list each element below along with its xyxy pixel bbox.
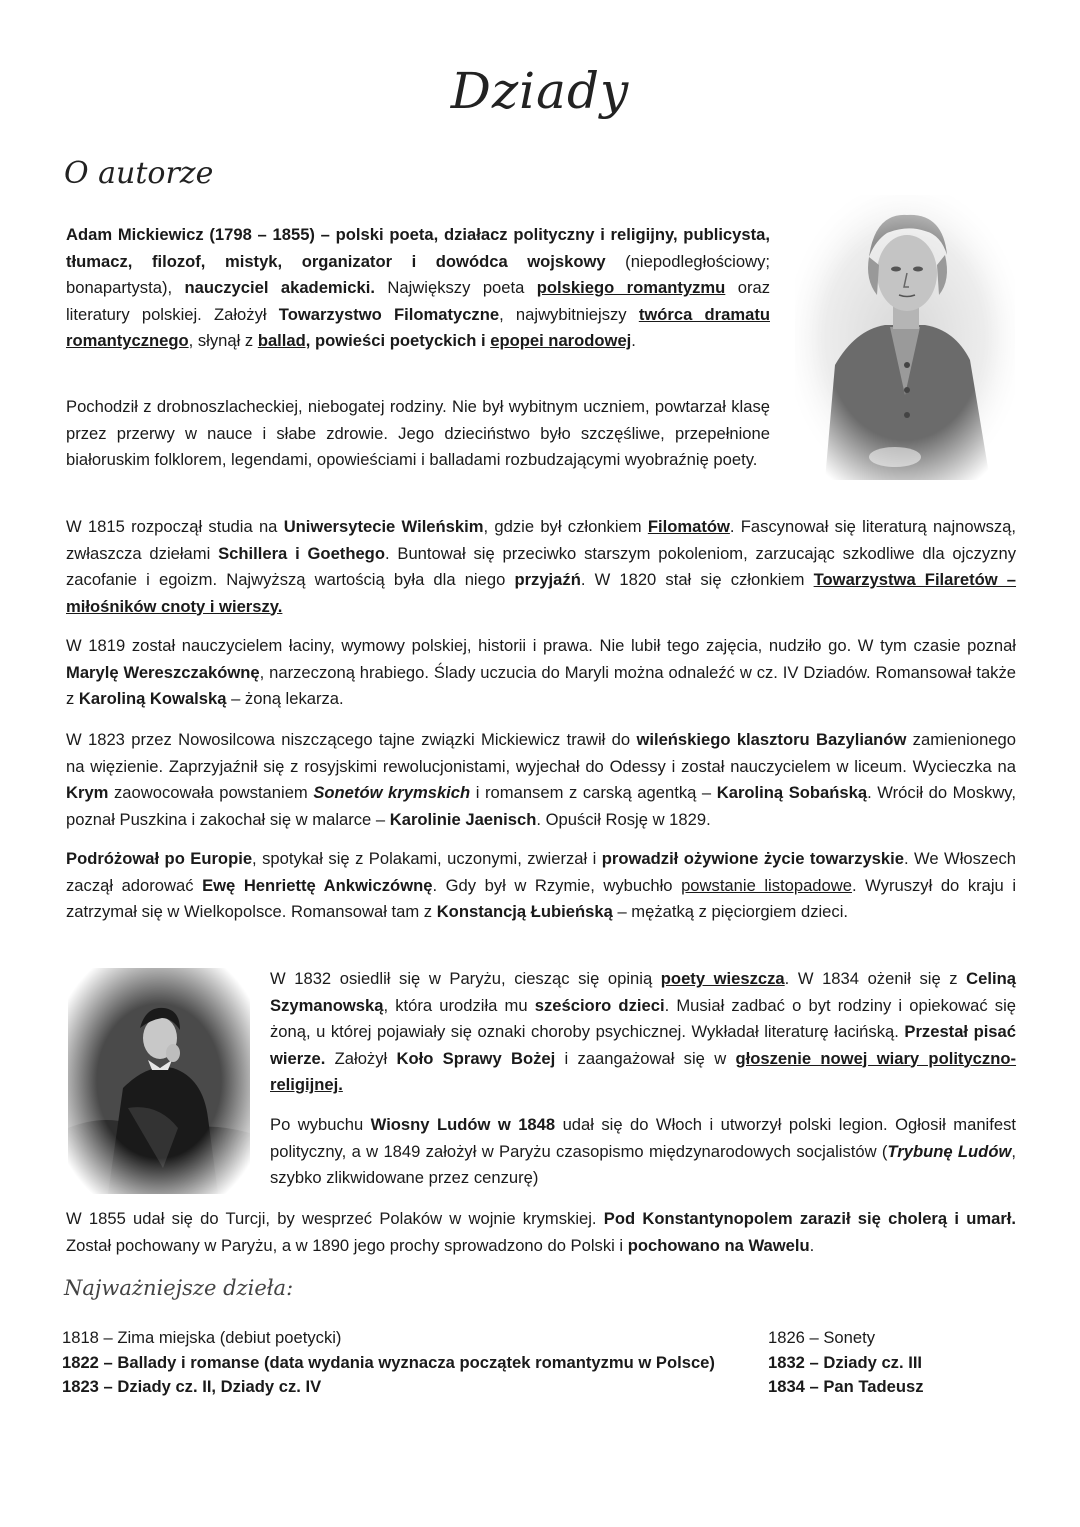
paragraph-travels: Podróżował po Europie, spotykał się z Polakami, uczonymi, zwierzał i prowadził ożywione życie towarzyskie. We Włoszech zaczął adorować Ewę Henriettę Ankwiczównę. Gdy był w Rzymie, wybuchło powstanie listopadowe. Wyruszył do kraju i zatrzymał się w Wielkopolsce. Romansował tam z Konstancją Łubieńską – mężatką z pięciorgiem dzieci. xyxy=(66,849,1017,921)
portrait-image-young xyxy=(68,968,250,1194)
paragraph-exile: W 1823 przez Nowosilcowa niszczącego tajne związki Mickiewicz trawił do wileńskiego klasztoru Bazylianów zamienionego na więzienie. Zaprzyjaźnił się z rosyjskimi rewolucjonistami, wyjechał do Odessy i został nauczycielem w liceum. Wycieczka na Krym zaowocowała powstaniem Sonetów krymskich i romansem z carską agentką – Karoliną Sobańską. Wrócił do Moskwy, poznał Puszkina i zakochał się w malarce – Karolinie Jaenisch. Opuścił Rosję w 1829. xyxy=(66,730,1017,829)
works-list-right xyxy=(768,1326,924,1400)
paragraph-spring-of-nations: Po wybuchu Wiosny Ludów w 1848 udał się do Włoch i utworzył polski legion. Ogłosił manifest polityczny, a w 1849 założył w Paryżu czasopismo międzynarodowych socjalistów (Trybunę Ludów, szybko zlikwidowane przez cenzurę) xyxy=(270,1115,1016,1187)
work-item: 1822 – Ballady i romanse (data wydania wyznacza początek romantyzmu w Polsce) xyxy=(62,1352,715,1372)
work-item: 1823 – Dziady cz. II, Dziady cz. IV xyxy=(62,1377,322,1396)
paragraph-paris: W 1832 osiedlił się w Paryżu, ciesząc się opinią poety wieszcza. W 1834 ożenił się z Celiną Szymanowską, która urodziła mu sześcioro dzieci. Musiał zadbać o byt rodziny i opiekować się żoną, u której pojawiały się oznaki choroby psychicznej. Wykładał literaturę łacińską. Przestał pisać wierze. Założył Koło Sprawy Bożej i zaangażował się w głoszenie nowej wiary polityczno-religijnej. xyxy=(270,969,1017,1094)
work-item: 1818 – Zima miejska (debiut poetycki) xyxy=(62,1328,342,1347)
paragraph-death: W 1855 udał się do Turcji, by wesprzeć Polaków w wojnie krymskiej. Pod Konstantynopolem zaraził się cholerą i umarł. Został pochowany w Paryżu, a w 1890 jego prochy sprowadzono do Polski i pochowano na Wawelu. xyxy=(66,1209,1016,1255)
paragraph-studies: W 1815 rozpoczął studia na Uniwersytecie Wileńskim, gdzie był członkiem Filomatów. Fascynował się literaturą najnowszą, zwłaszcza dziełami Schillera i Goethego. Buntował się przeciwko starszym pokoleniom, zarzucając szkodliwe dla ojczyzny zacofanie i egoizm. Najwyższą wartością była dla niego przyjaźń. W 1820 stał się członkiem Towarzystwa Filaretów – miłośników cnoty i wierszy. xyxy=(66,517,1017,616)
work-item: 1834 – Pan Tadeusz xyxy=(768,1377,924,1396)
paragraph-intro: Adam Mickiewicz (1798 – 1855) – polski poeta, działacz polityczny i religijny, publicysta, tłumacz, filozof, mistyk, organizator i dowódca wojskowy (niepodległościowy; bonapartysta), nauczyciel akademicki. Największy poeta polskiego romantyzmu oraz literatury polskiej. Założył Towarzystwo Filomatyczne, najwybitniejszy twórca dramatu romantycznego, słynął z ballad, powieści poetyckich i epopei narodowej. xyxy=(66,225,771,350)
paragraph-teacher: W 1819 został nauczycielem łaciny, wymowy polskiej, historii i prawa. Nie lubił tego zajęcia, nudziło go. W tym czasie poznał Marylę Wereszczakównę, narzeczoną hrabiego. Ślady uczucia do Maryli można odnaleźć w cz. IV Dziadów. Romansował także z Karoliną Kowalską – żoną lekarza. xyxy=(66,636,1016,708)
work-item: 1826 – Sonety xyxy=(768,1328,876,1347)
portrait-image-older xyxy=(795,195,1015,480)
works-list-left xyxy=(62,1326,715,1400)
section-heading: O autorze xyxy=(64,156,214,191)
page-title: Dziady xyxy=(450,62,630,120)
works-heading: Najważniejsze dzieła: xyxy=(64,1276,294,1300)
paragraph-childhood: Pochodził z drobnoszlacheckiej, niebogatej rodziny. Nie był wybitnym uczniem, powtarzał klasę przez przerwy w nauce i słabe zdrowie. Jego dzieciństwo było szczęśliwe, przepełnione białoruskim folklorem, legendami, opowieściami i balladami rozbudzającymi wyobraźnię poety. xyxy=(66,397,770,469)
work-item: 1832 – Dziady cz. III xyxy=(768,1352,923,1372)
